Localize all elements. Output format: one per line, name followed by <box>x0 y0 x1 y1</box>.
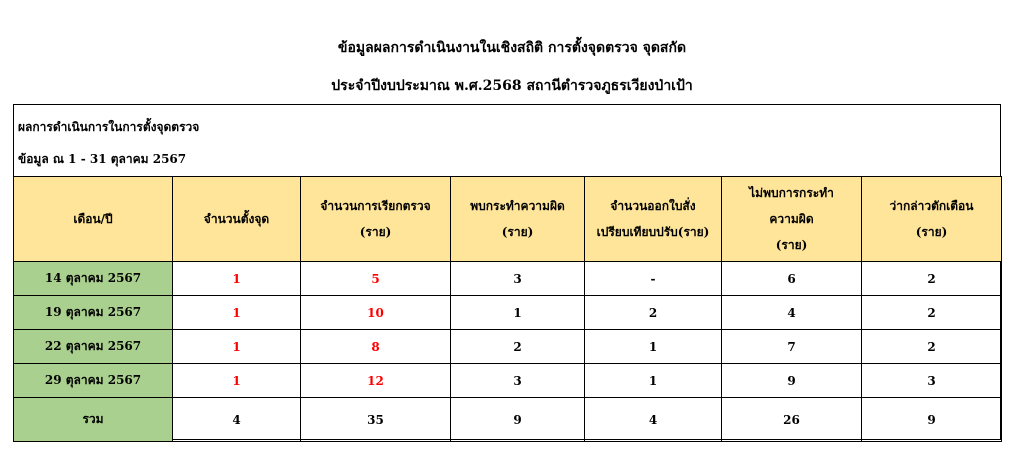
total-warnings: 9 <box>862 398 1002 442</box>
table-total-row <box>14 398 1002 442</box>
row-date: 19 ตุลาคม 2567 <box>14 296 173 330</box>
header-checkpoints: จำนวนตั้งจุด <box>173 177 301 262</box>
statistics-panel <box>13 104 1001 440</box>
table-row <box>14 330 1002 364</box>
total-offenses: 9 <box>451 398 585 442</box>
table-row <box>14 296 1002 330</box>
row-date: 29 ตุลาคม 2567 <box>14 364 173 398</box>
page-title: ข้อมูลผลการดำเนินงานในเชิงสถิติ การตั้งจุดตรวจ จุดสกัด <box>337 40 687 56</box>
cell-tickets: - <box>585 262 722 296</box>
header-month: เดือน/ปี <box>14 177 173 262</box>
cell-tickets: 1 <box>585 364 722 398</box>
cell-inspections: 8 <box>301 330 451 364</box>
cell-inspections: 10 <box>301 296 451 330</box>
cell-checkpoints: 1 <box>173 262 301 296</box>
cell-offenses: 1 <box>451 296 585 330</box>
cell-no-offense: 4 <box>722 296 862 330</box>
header-offenses: พบกระทำความผิด (ราย) <box>451 177 585 262</box>
section-title: ผลการดำเนินการในการตั้งจุดตรวจ <box>18 120 200 134</box>
cell-no-offense: 9 <box>722 364 862 398</box>
header-inspections: จำนวนการเรียกตรวจ (ราย) <box>301 177 451 262</box>
checkpoint-statistics-table <box>13 176 1002 442</box>
header-tickets: จำนวนออกใบสั่ง เปรียบเทียบปรับ(ราย) <box>585 177 722 262</box>
total-tickets: 4 <box>585 398 722 442</box>
cell-checkpoints: 1 <box>173 330 301 364</box>
cell-inspections: 5 <box>301 262 451 296</box>
cell-warnings: 2 <box>862 262 1002 296</box>
header-no-offense: ไม่พบการกระทำ ความผิด (ราย) <box>722 177 862 262</box>
page-subtitle: ประจำปีงบประมาณ พ.ศ.2568 สถานีตำรวจภูธรเวียงป่าเป้า <box>331 78 693 94</box>
cell-warnings: 3 <box>862 364 1002 398</box>
cell-no-offense: 6 <box>722 262 862 296</box>
header-warnings: ว่ากล่าวตักเตือน (ราย) <box>862 177 1002 262</box>
total-inspections: 35 <box>301 398 451 442</box>
total-label: รวม <box>14 398 173 442</box>
cell-offenses: 3 <box>451 262 585 296</box>
table-row <box>14 262 1002 296</box>
cell-checkpoints: 1 <box>173 364 301 398</box>
cell-tickets: 1 <box>585 330 722 364</box>
cell-checkpoints: 1 <box>173 296 301 330</box>
total-checkpoints: 4 <box>173 398 301 442</box>
cell-warnings: 2 <box>862 296 1002 330</box>
row-date: 22 ตุลาคม 2567 <box>14 330 173 364</box>
total-no-offense: 26 <box>722 398 862 442</box>
data-period: ข้อมูล ณ 1 - 31 ตุลาคม 2567 <box>18 152 187 166</box>
cell-tickets: 2 <box>585 296 722 330</box>
row-date: 14 ตุลาคม 2567 <box>14 262 173 296</box>
cell-offenses: 2 <box>451 330 585 364</box>
cell-warnings: 2 <box>862 330 1002 364</box>
table-header-row <box>14 177 1002 262</box>
cell-offenses: 3 <box>451 364 585 398</box>
cell-inspections: 12 <box>301 364 451 398</box>
table-row <box>14 364 1002 398</box>
cell-no-offense: 7 <box>722 330 862 364</box>
